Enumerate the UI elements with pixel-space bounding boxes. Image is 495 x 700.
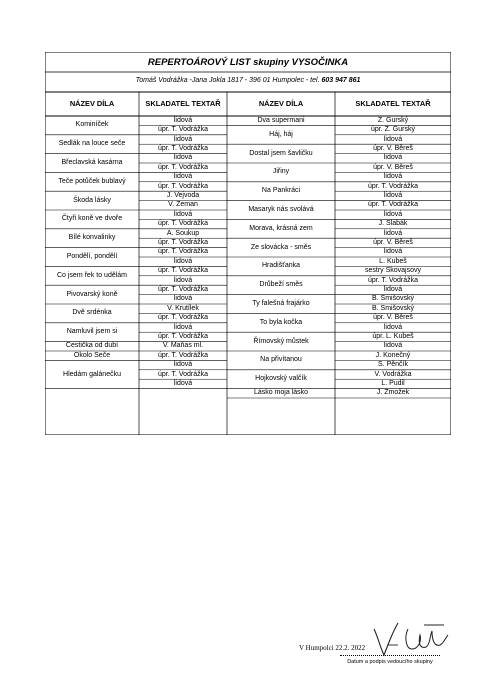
song-author: úpr. V. Běreš — [373, 314, 413, 322]
song-title: Dvě srdénka — [72, 309, 112, 317]
song-title: Ze slovácka - směs — [250, 243, 312, 251]
column-header-author: SKLADATEL TEXTAŘ — [145, 99, 221, 108]
song-author: lidová — [173, 276, 193, 284]
song-author: Z. Gurský — [377, 116, 409, 124]
song-title: Na přivítanou — [260, 356, 302, 364]
song-title: Drůbeží směs — [259, 281, 303, 289]
date-place-line: V Humpolci 22.2. 2022 — [299, 644, 366, 652]
song-title: Hojkovský valčík — [255, 375, 307, 383]
song-title: Háj, háj — [269, 130, 293, 138]
contact-address: Tomáš Vodrážka -Jana Jokla 1817 - 396 01 Humpolec - tel. — [135, 77, 320, 84]
song-title: Cestička od dubí — [65, 342, 119, 350]
song-title: Sedlák na louce seče — [58, 140, 126, 148]
song-author: úpr. T. Vodrážka — [157, 351, 209, 359]
song-author: L. Pudil — [381, 379, 405, 387]
song-title: Co jsem řek to udělám — [56, 271, 128, 279]
song-author: lidová — [383, 229, 403, 237]
song-author: B. Smišovský — [371, 304, 415, 312]
song-author: lidová — [383, 191, 403, 199]
song-title: Masaryk nás svolává — [248, 206, 314, 213]
song-author: úpr. T. Vodrážka — [157, 314, 209, 322]
song-title: Římovský můstek — [253, 337, 309, 345]
song-author: úpr. V. Běreš — [373, 144, 413, 152]
song-author: lidová — [383, 210, 403, 218]
song-author: úpr. V. Běreš — [373, 238, 413, 246]
song-author: úpr. T. Vodrážka — [157, 285, 209, 293]
song-author: úpr. T. Vodrážka — [367, 182, 419, 190]
song-author: V. Maňas ml. — [162, 342, 204, 350]
song-author: úpr. T. Vodrážka — [367, 276, 419, 284]
song-author: lidová — [173, 135, 193, 143]
song-title: Na Pankráci — [261, 187, 301, 195]
song-author: L. Kubeš — [379, 257, 407, 265]
song-author: úpr. T. Vodrážka — [157, 126, 209, 134]
song-author: lidová — [173, 295, 193, 303]
song-author: J. Konečný — [375, 351, 411, 359]
song-author: lidová — [383, 135, 403, 143]
song-author: S. Pěnčík — [378, 361, 408, 369]
song-title: Dva supermani — [257, 116, 305, 124]
song-title: Namluvil jsem si — [66, 328, 118, 336]
song-author: úpr. T. Vodrážka — [157, 267, 209, 275]
page-title: REPERTOÁROVÝ LIST skupiny VYSOČINKA — [147, 57, 349, 68]
song-title: Lásko moja lásko — [253, 389, 309, 397]
song-author: V. Vodrážka — [374, 370, 412, 378]
song-title: Ty falešná frajárko — [252, 300, 310, 307]
song-author: lidová — [173, 154, 193, 162]
song-author: lidová — [383, 154, 403, 162]
song-title: Čtyři koně ve dvoře — [61, 215, 123, 223]
song-title: Škoda lásky — [73, 196, 111, 204]
song-author: lidová — [383, 285, 403, 293]
song-title: Bílé konvalinky — [68, 234, 116, 242]
song-author: lidová — [173, 210, 193, 218]
song-author: úpr. T. Vodrážka — [367, 201, 419, 209]
song-title: Okolo Seče — [73, 351, 111, 359]
song-author: lidová — [173, 257, 193, 265]
song-author: úpr. L. Kubeš — [372, 332, 414, 340]
song-title: To byla kočka — [259, 318, 303, 326]
song-author: úpr. T. Vodrážka — [157, 182, 209, 190]
song-author: lidová — [173, 173, 193, 181]
song-title: Kominíček — [75, 121, 109, 129]
column-header-author: SKLADATEL TEXTAŘ — [355, 99, 431, 108]
column-header-title: NÁZEV DÍLA — [69, 99, 115, 108]
signature-image — [368, 615, 458, 665]
song-author: úpr. T. Vodrážka — [157, 370, 209, 378]
song-title: Morava, krásná zem — [249, 224, 313, 232]
song-title: Jiřiny — [272, 168, 290, 176]
song-author: úpr. V. Běreš — [373, 163, 413, 171]
song-author: J. Slabák — [378, 220, 408, 228]
song-title: Pivovarský koně — [66, 290, 118, 298]
song-author: V. Krutílek — [167, 304, 199, 312]
song-author: úpr. T. Vodrážka — [157, 332, 209, 340]
song-author: lidová — [173, 323, 193, 331]
repertoire-sheet — [45, 52, 451, 435]
song-title: Dostal jsem šavličku — [249, 149, 313, 157]
song-title: Hledám galánečku — [63, 370, 121, 378]
song-author: V. Zeman — [168, 201, 198, 209]
song-author: úpr. T. Vodrážka — [157, 144, 209, 152]
song-title: Pondělí, pondělí — [66, 253, 118, 260]
song-title: Hradišťanka — [261, 262, 301, 270]
song-author: lidová — [383, 323, 403, 331]
song-author: úpr. Z. Gurský — [371, 126, 415, 134]
song-author: J. Zmožek — [376, 389, 410, 397]
song-author: lidová — [173, 361, 193, 369]
song-author: A. Soukup — [166, 229, 200, 237]
song-author: B. Smišovský — [371, 295, 415, 303]
song-title: Teče potůček bublavý — [58, 177, 126, 185]
song-author: úpr. T. Vodrážka — [157, 238, 209, 246]
song-author: lidová — [383, 342, 403, 350]
signature-line — [340, 655, 440, 656]
column-header-title: NÁZEV DÍLA — [258, 99, 304, 108]
contact-phone: 603 947 861 — [321, 77, 361, 84]
song-author: úpr. T. Vodrážka — [157, 220, 209, 228]
song-author: J. Vejvoda — [166, 191, 200, 199]
signature-caption: Datum a podpis vedoucího skupiny — [347, 659, 433, 665]
song-author: lidová — [383, 173, 403, 181]
song-author: úpr. T. Vodrážka — [157, 163, 209, 171]
song-author: lidová — [173, 116, 193, 124]
contact-line — [45, 77, 451, 84]
song-author: úpr. T. Vodrážka — [157, 248, 209, 256]
song-author: lidová — [383, 248, 403, 256]
song-title: Břeclavská kasárna — [61, 159, 123, 166]
song-author: sestry Skovajsovy — [364, 267, 422, 275]
song-author: lidová — [173, 379, 193, 387]
